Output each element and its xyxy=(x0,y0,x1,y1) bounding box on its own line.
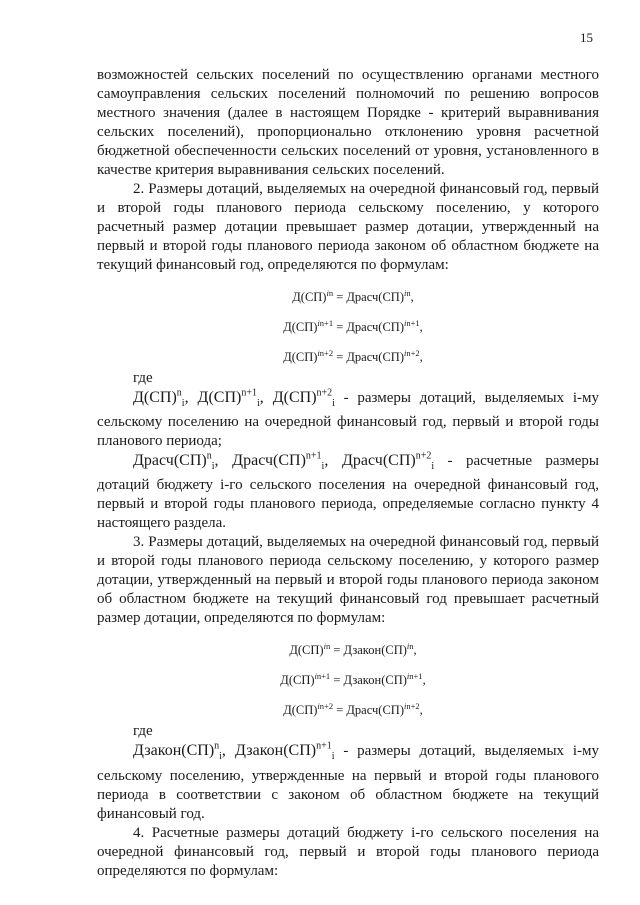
page-number: 15 xyxy=(580,30,593,45)
formula-5: Д(СП)$^{in+1}$ = Дзакон(СП)$^{in+1}$, xyxy=(280,671,426,688)
paragraph-3: 3. Размеры дотаций, выделяемых на очередной финансовый год, первый и второй годы планового периода сельскому поселению, у которого размер дотации, утвержденный на первый и второй годы планового периода законом об областном бюджете на текущий финансовый год превышает расчетный размер дотации, определяются по формулам: xyxy=(97,534,599,627)
paragraph-2: 2. Размеры дотаций, выделяемых на очередной финансовый год, первый и второй годы планового периода сельскому поселению, у которого расчетный размер дотации превышает размер дотации, утвержденный на первый и второй годы планового периода законом об областном бюджете на текущий финансовый год, определяются по формулам: xyxy=(97,181,599,273)
definition-1 xyxy=(97,388,599,451)
definition-3 xyxy=(97,741,599,823)
formula-6: Д(СП)$^{in+2}$ = Драсч(СП)$^{in+2}$, xyxy=(283,701,423,718)
paragraph-criteria: возможностей сельских поселений по осуществлению органами местного самоуправления сельских поселений полномочий по решению вопросов местного значения (далее в настоящем Порядке - критерий выравнивания сельских поселений), пропорционально отклонению уровня расчетной бюджетной обеспеченности сельских поселений от уровня, установленного в качестве критерия выравнивания сельских поселений. xyxy=(97,67,599,178)
paragraph-4: 4. Расчетные размеры дотаций бюджету i-го сельского поселения на очередной финансовый год, первый и второй годы планового периода определяются по формулам: xyxy=(97,824,599,879)
definition-1-symbols: Д(СП)$^n_i$, Д(СП)$^{n+1}_i$, Д(СП)$^{n+2}_i$ xyxy=(133,387,335,410)
definition-3-text: - размеры дотаций, выделяемых i-му сельскому поселению, утвержденные на первый и второй годы планового периода в соответствии с законом об областном бюджете на текущий финансовый год. xyxy=(97,743,599,822)
where-label-1: где xyxy=(133,370,153,386)
definition-2-symbols: Драсч(СП)$^n_i$, Драсч(СП)$^{n+1}_i$, Драсч(СП)$^{n+2}_i$ xyxy=(133,450,435,473)
formula-3: Д(СП)$^{in+2}$ = Драсч(СП)$^{in+2}$, xyxy=(283,347,423,364)
formula-4: Д(СП)$^{in}$ = Дзакон(СП)$^{in}$, xyxy=(289,641,417,658)
definition-2 xyxy=(97,451,599,533)
definition-1-text: - размеры дотаций, выделяемых i-му сельскому поселению на очередной финансовый год, первый и второй годы планового периода; xyxy=(97,390,600,450)
where-label-2: где xyxy=(133,723,153,740)
definition-3-symbols: Дзакон(СП)$^n_i$, Дзакон(СП)$^{n+1}_i$ xyxy=(133,741,335,763)
document-body xyxy=(97,66,599,881)
formula-2: Д(СП)$^{in+1}$ = Драсч(СП)$^{in+1}$, xyxy=(283,317,423,334)
definition-2-text: - расчетные размеры дотаций бюджету i-го сельского поселения на очередной финансовый год, первый и второй годы планового периода, определяемые согласно пункту 4 настоящего раздела. xyxy=(97,453,599,532)
formula-1: Д(СП)$^{in}$ = Драсч(СП)$^{in}$, xyxy=(292,287,414,304)
